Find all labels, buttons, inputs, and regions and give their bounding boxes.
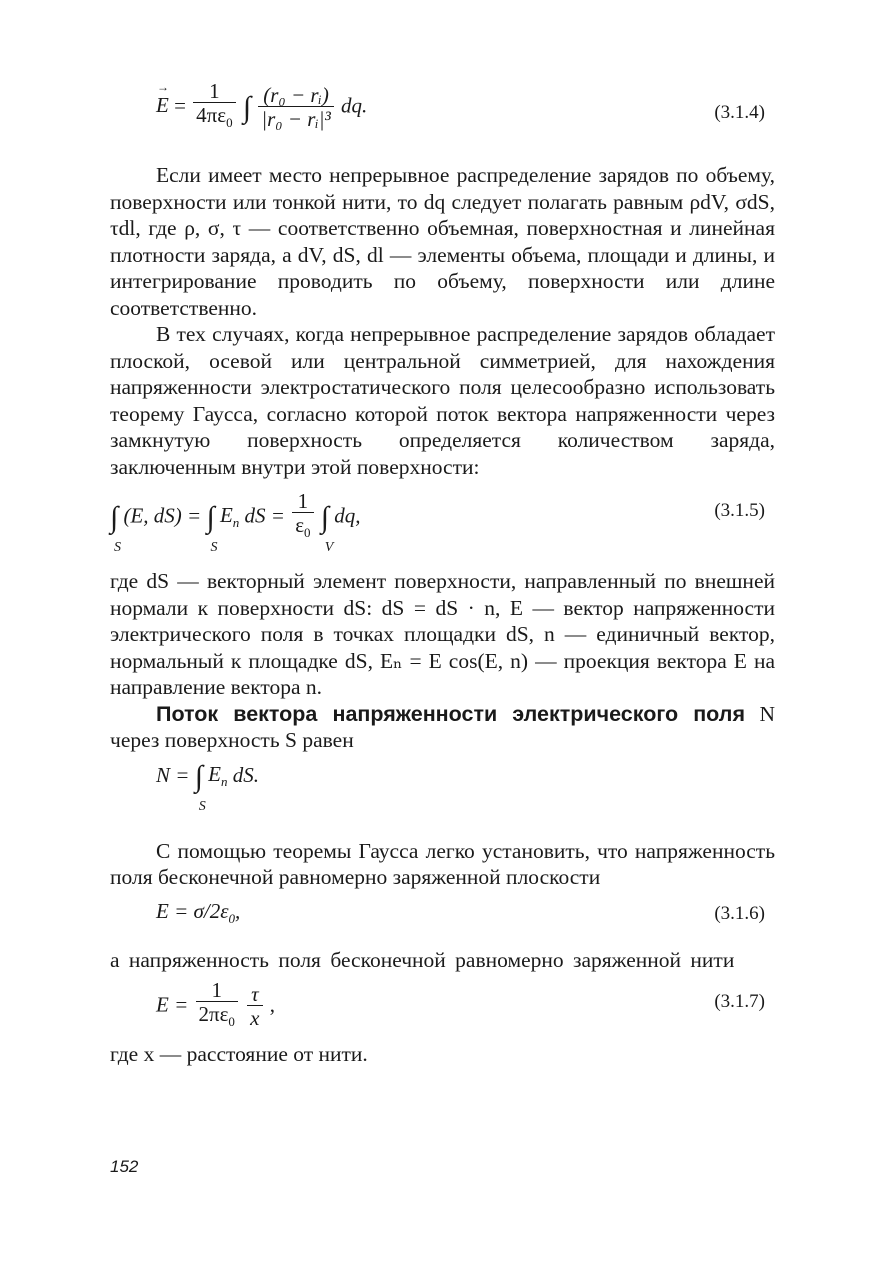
integral-sign: ∫ [242, 90, 252, 124]
equation-number: (3.1.5) [714, 500, 765, 521]
eq-fraction-2: $\frac{\text{(r₀ − rᵢ)}}{\text{|r₀ − rᵢ|³}}$ [258, 84, 333, 131]
equation-number: (3.1.6) [714, 902, 765, 924]
equation-3-1-7: E = $\frac{1}{2\pi\varepsilon_0}$ $\frac{\tau}{x}$ , (3.1.7) [156, 978, 765, 1031]
equation-number: (3.1.7) [714, 991, 765, 1012]
paragraph-3: где dS — векторный элемент поверхности, направленный по внешней нормали к поверхности dS: dS = dS · n, E — вектор напряженности электрического поля в точках площадки dS, n — единичный вектор, нормальный к площадке dS, Eₙ = E cos(E, n) — проекция вектора E на направление вектора n. [110, 569, 775, 699]
equation-3-1-5: ∫ S (E, dS) = ∫ S $E_n$ dS = $\frac{1}{\varepsilon_0}$ ∫ V dq, (3.1.5) [110, 489, 765, 555]
paragraph-1: Если имеет место непрерывное распределение зарядов по объему, поверхности или тонкой нити, то dq следует полагать равным ρdV, σdS, τdl, где ρ, σ, τ — соответственно объемная, поверхностная и линейная плотности заряда, а dV, dS, dl — элементы объема, площади и длины, и интегрирование проводить по объему, поверхности или длине соответственно. [110, 163, 775, 320]
paragraph-6: а напряженность поля бесконечной равномерно заряженной нити [110, 947, 735, 972]
eq-lhs: → E [156, 93, 169, 117]
page-body [110, 80, 775, 1068]
paragraph-5: С помощью теоремы Гаусса легко установить, что напряженность поля бесконечной равномерно заряженной плоскости [110, 838, 775, 889]
equation-flux: N = ∫ S $E_n$ dS. [156, 759, 259, 814]
eq-fraction: $\frac{1}{4\pi\varepsilon_0}$ [193, 80, 235, 135]
equation-number: (3.1.4) [714, 102, 765, 123]
paragraph-2: В тех случаях, когда непрерывное распределение зарядов обладает плоской, осевой или центральной симметрией, для нахождения напряженности электростатического поля целесообразно использовать теорему Гаусса, согласно которой поток вектора напряженности через замкнутую поверхность определяется количеством заряда, заключенным внутри этой поверхности: [110, 322, 775, 479]
equation-3-1-4: → E = $\frac{1}{4\pi\varepsilon_0}$ ∫ $\frac{\text{(r₀ − rᵢ)}}{\text{|r₀ − rᵢ|³}}$ dq. (3.1.4) [110, 80, 775, 144]
equation-3-1-6: $E = \sigma/2\varepsilon_0$, (3.1.6) [156, 898, 765, 926]
paragraph-7: где x — расстояние от нити. [110, 1042, 368, 1066]
paragraph-4: Поток вектора напряженности электрического поля N через поверхность S равен [110, 701, 775, 752]
page-number: 152 [110, 1157, 139, 1176]
